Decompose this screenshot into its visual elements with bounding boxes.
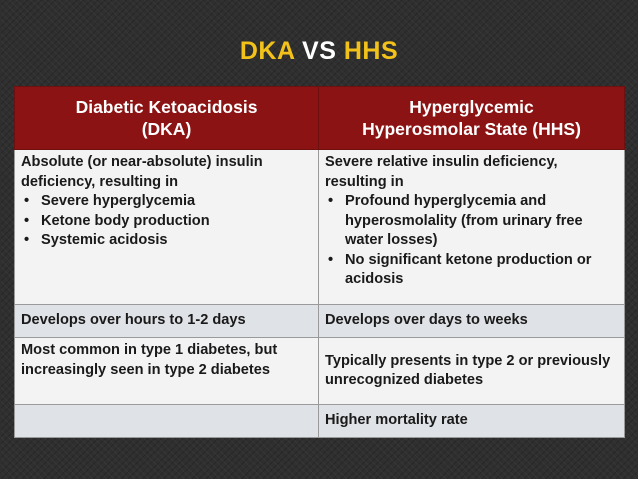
header-dka [15,87,319,150]
header-dka-line2: (DKA) [141,119,192,139]
cell-hhs-mortality: Higher mortality rate [319,405,625,438]
dka-mechanism-intro: Absolute (or near-absolute) insulin deficiency, resulting in [21,154,263,190]
list-item: • Ketone body production [21,212,312,232]
cell-hhs-type: Typically presents in type 2 or previously unrecognized diabetes [319,338,625,405]
header-hhs [319,87,625,150]
cell-dka-onset: Develops over hours to 1-2 days [15,305,319,338]
header-hhs-line1: Hyperglycemic [409,97,534,117]
title-vs: VS [302,37,337,65]
list-item: • No significant ketone production or acidosis [325,251,618,290]
list-item: • Severe hyperglycemia [21,192,312,212]
table-row [15,405,625,438]
list-item: • Profound hyperglycemia and hyperosmolality (from urinary free water losses) [325,192,618,251]
hhs-mechanism-intro: Severe relative insulin deficiency, resulting in [325,154,558,190]
title-hhs: HHS [343,37,399,65]
table-row [15,338,625,405]
cell-dka-mortality [15,405,319,438]
list-item: • Systemic acidosis [21,231,312,251]
table-row [15,150,625,305]
table-header-row [15,87,625,150]
hhs-mechanism-list [325,192,618,290]
header-hhs-line2: Hyperosmolar State (HHS) [362,119,581,139]
cell-dka-mechanism [15,150,319,305]
header-dka-line1: Diabetic Ketoacidosis [75,97,258,117]
cell-dka-type: Most common in type 1 diabetes, but increasingly seen in type 2 diabetes [15,338,319,405]
comparison-table [14,86,625,438]
slide-title [0,36,638,66]
table-row [15,305,625,338]
title-dka: DKA [239,37,295,65]
cell-hhs-onset: Develops over days to weeks [319,305,625,338]
cell-hhs-mechanism [319,150,625,305]
dka-mechanism-list [21,192,312,251]
